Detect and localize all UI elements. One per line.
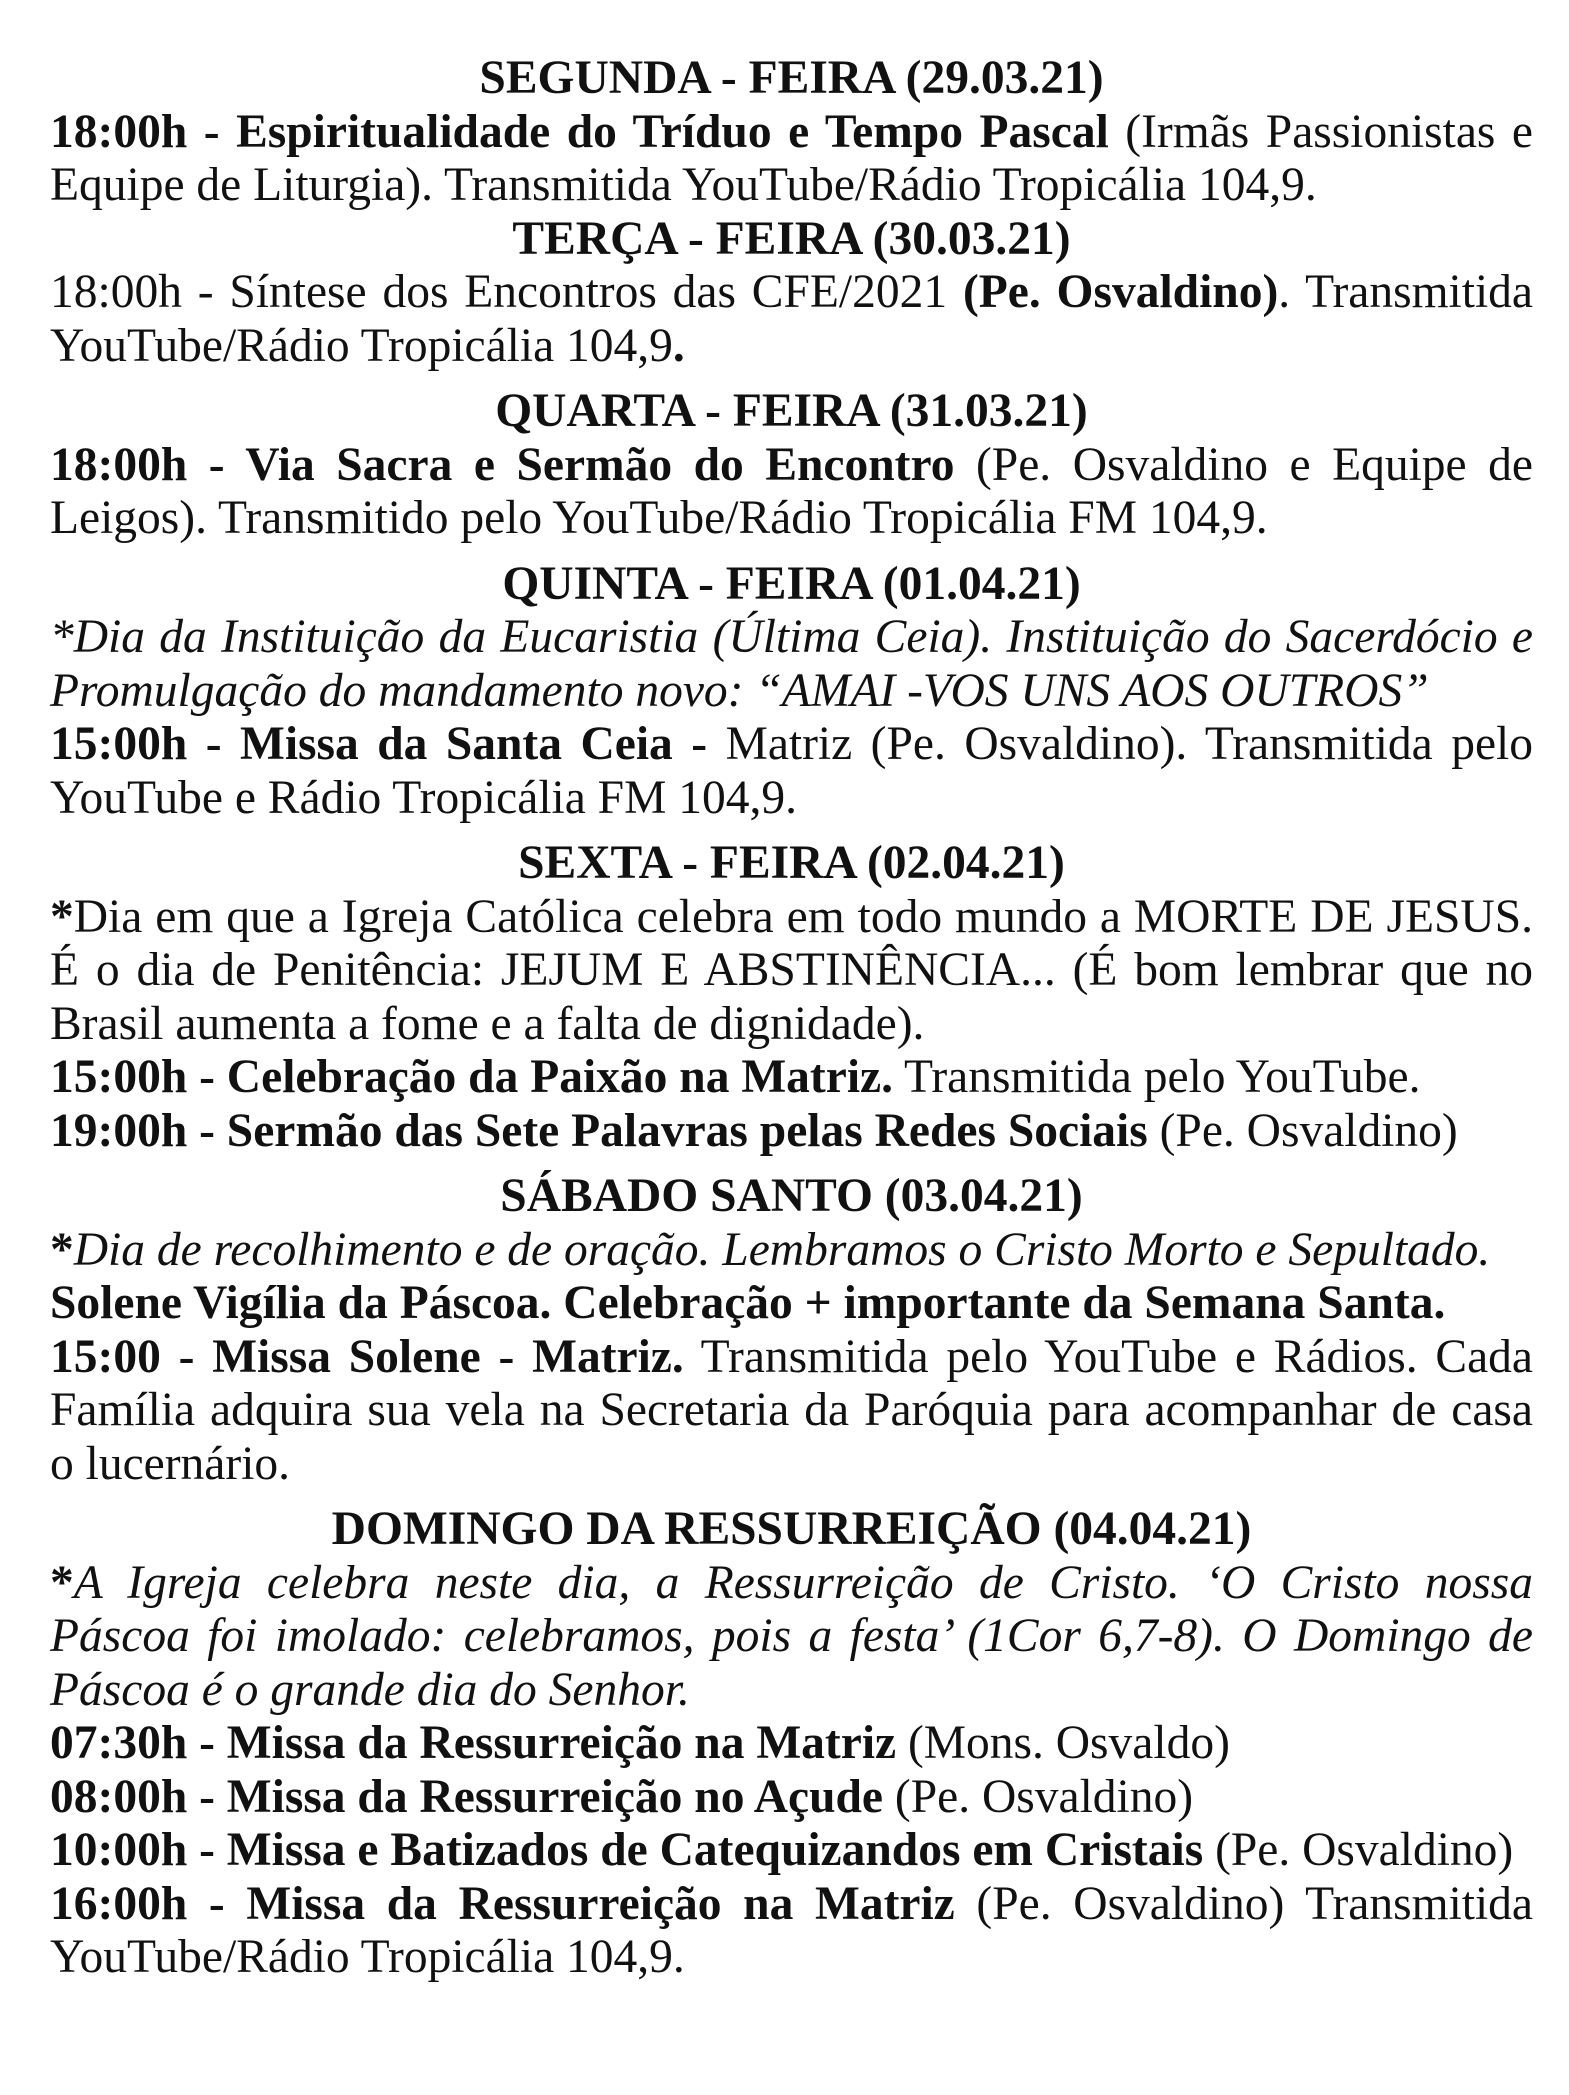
- event-time-title: 19:00h - Sermão das Sete Palavras pelas Redes Sociais: [50, 1104, 1148, 1157]
- day-highlight: [50, 1277, 1533, 1331]
- event-time-title: 15:00 - Missa Solene - Matriz.: [50, 1330, 684, 1383]
- day-note: [50, 1557, 1533, 1718]
- event-entry: [50, 266, 1533, 373]
- event-entry: [50, 1331, 1533, 1492]
- event-details: Transmitida pelo YouTube.: [893, 1051, 1421, 1103]
- day-note: [50, 611, 1533, 718]
- day-monday: [50, 52, 1533, 213]
- event-entry: [50, 106, 1533, 213]
- schedule-document: [50, 52, 1533, 1985]
- day-saturday: [50, 1170, 1533, 1491]
- day-title: DOMINGO DA RESSURREIÇÃO (04.04.21): [331, 1503, 1252, 1555]
- note-star: *: [50, 890, 74, 943]
- day-tuesday: [50, 213, 1533, 374]
- event-time-title: 15:00h - Celebração da Paixão na Matriz.: [50, 1051, 893, 1103]
- event-time-title: 08:00h - Missa da Ressurreição no Açude: [50, 1770, 884, 1823]
- day-highlight-text: Solene Vigília da Páscoa. Celebração + importante da Semana Santa.: [50, 1277, 1446, 1329]
- event-entry: [50, 1824, 1533, 1878]
- event-time-title: 18:00h - Síntese dos Encontros das CFE/2021: [50, 266, 963, 318]
- day-title: SEGUNDA - FEIRA (29.03.21): [479, 52, 1104, 104]
- day-note: [50, 891, 1533, 1052]
- day-note-text: A Igreja celebra neste dia, a Ressurreição de Cristo. ‘O Cristo nossa Páscoa foi imolado: celebramos, pois a festa’ (1Cor 6,7-8). O Domingo de Páscoa é o grande dia do Senhor.: [50, 1556, 1533, 1716]
- day-thursday: [50, 558, 1533, 826]
- day-title: SÁBADO SANTO (03.04.21): [500, 1170, 1083, 1222]
- event-entry: [50, 1771, 1533, 1825]
- event-details: (Pe. Osvaldino): [1147, 1104, 1458, 1157]
- day-note-text: Dia de recolhimento e de oração. Lembramos o Cristo Morto e Sepultado.: [73, 1223, 1491, 1276]
- day-title: QUARTA - FEIRA (31.03.21): [495, 385, 1088, 437]
- event-entry: [50, 1717, 1533, 1771]
- event-details: (Pe. Osvaldino e Equipe de Leigos). Transmitido pelo YouTube/Rádio Tropicália FM 104,9.: [50, 438, 1533, 544]
- day-note-text: Dia em que a Igreja Católica celebra em todo mundo a MORTE DE JESUS. É o dia de Penitência: JEJUM E ABSTINÊNCIA... (É bom lembrar que no Brasil aumenta a fome e a falta de dignidade).: [50, 890, 1533, 1050]
- event-entry: [50, 1105, 1533, 1159]
- event-time-title: 07:30h - Missa da Ressurreição na Matriz: [50, 1717, 897, 1769]
- event-details: (Irmãs Passionistas e Equipe de Liturgia). Transmitida YouTube/Rádio Tropicália 104,9.: [50, 105, 1534, 211]
- event-time-title: 16:00h - Missa da Ressurreição na Matriz: [50, 1877, 955, 1930]
- note-star: *: [50, 1223, 74, 1276]
- event-details: (Pe. Osvaldino): [883, 1770, 1194, 1823]
- event-time-title: 18:00h - Espiritualidade do Tríduo e Tempo Pascal: [50, 105, 1109, 158]
- day-sunday: [50, 1503, 1533, 1985]
- event-time-title: 15:00h - Missa da Santa Ceia -: [50, 718, 708, 770]
- event-time-title: 18:00h - Via Sacra e Sermão do Encontro: [50, 438, 955, 491]
- note-star: *: [50, 1556, 74, 1609]
- event-entry: [50, 439, 1533, 546]
- event-details: (Mons. Osvaldo): [896, 1717, 1230, 1769]
- day-title: SEXTA - FEIRA (02.04.21): [518, 837, 1065, 889]
- event-details: (Pe. Osvaldino): [1203, 1824, 1514, 1876]
- day-title: TERÇA - FEIRA (30.03.21): [512, 212, 1071, 265]
- day-title: QUINTA - FEIRA (01.04.21): [502, 557, 1081, 610]
- event-details: Transmitida pelo YouTube e Rádios. Cada Família adquira sua vela na Secretaria da Paróquia para acompanhar de casa o lucernário.: [50, 1330, 1533, 1490]
- event-time-title: 10:00h - Missa e Batizados de Catequizandos em Cristais: [50, 1824, 1204, 1876]
- day-wednesday: [50, 385, 1533, 546]
- event-details: (Pe. Osvaldino) Transmitida YouTube/Rádio Tropicália 104,9.: [50, 1877, 1533, 1983]
- event-details-end: .: [672, 319, 685, 372]
- event-entry: [50, 718, 1533, 825]
- event-presider: (Pe. Osvaldino): [962, 266, 1279, 318]
- day-note: [50, 1224, 1533, 1278]
- day-note-text: *Dia da Instituição da Eucaristia (Última Ceia). Instituição do Sacerdócio e Promulgação do mandamento novo: “AMAI -VOS UNS AOS OUTROS”: [50, 611, 1533, 717]
- event-details: Matriz (Pe. Osvaldino). Transmitida pelo YouTube e Rádio Tropicália FM 104,9.: [50, 718, 1533, 824]
- event-entry: [50, 1051, 1533, 1105]
- event-entry: [50, 1878, 1533, 1985]
- day-friday: [50, 837, 1533, 1158]
- event-details: . Transmitida YouTube/Rádio Tropicália 104,9: [50, 266, 1533, 372]
